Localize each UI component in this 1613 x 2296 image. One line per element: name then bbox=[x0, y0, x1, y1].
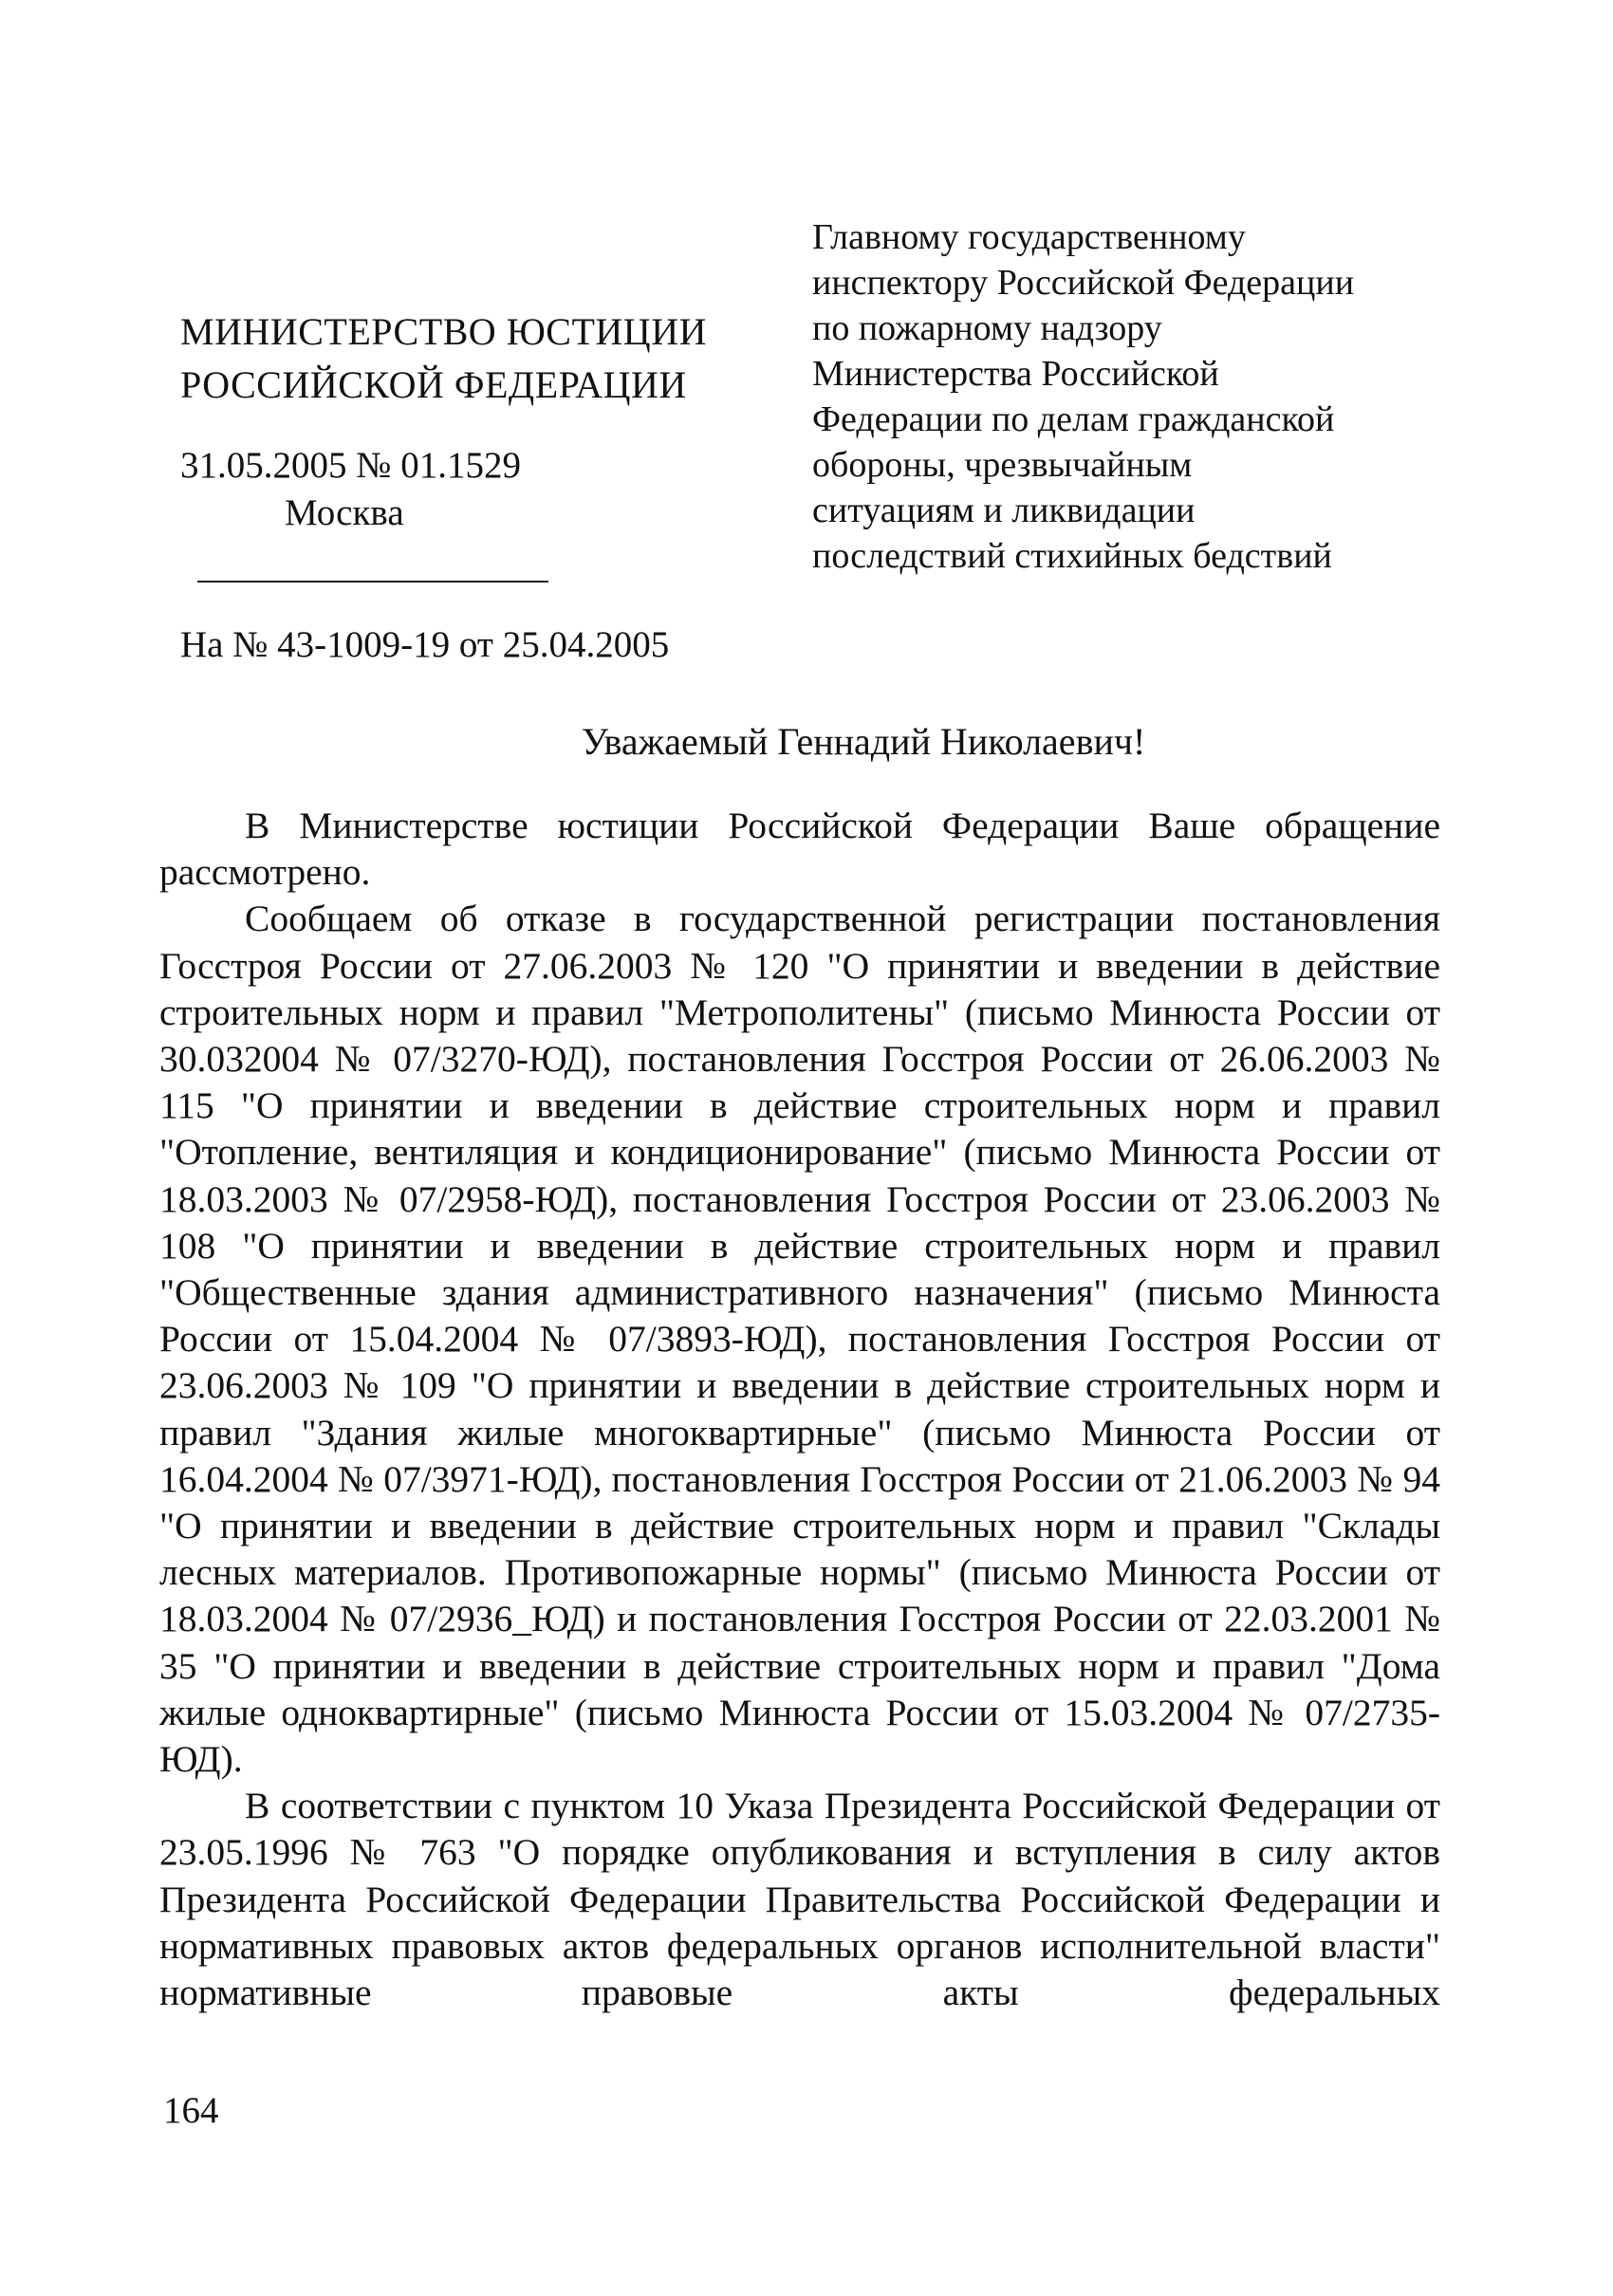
letter-body bbox=[159, 803, 1440, 2016]
outgoing-date-number: 31.05.2005 № 01.1529 bbox=[180, 445, 521, 486]
incoming-reference: На № 43-1009-19 от 25.04.2005 bbox=[180, 624, 670, 665]
body-paragraph: В соответствии с пунктом 10 Указа Президента Российской Федерации от 23.05.1996 № 763 "О порядке опубликования и вступления в силу актов Президента Российской Федерации Правительства Российской Федерации и нормативных правовых актов федеральных органов исполнительной власти" нормативные правовые акты федеральных bbox=[159, 1785, 1440, 2014]
page-number: 164 bbox=[163, 2090, 219, 2131]
ministry-name-line-2: РОССИЙСКОЙ ФЕДЕРАЦИИ bbox=[180, 363, 687, 406]
header-underline bbox=[197, 581, 548, 583]
addressee-line: ситуациям и ликвидации bbox=[812, 491, 1196, 530]
ministry-name-line-1: МИНИСТЕРСТВО ЮСТИЦИИ bbox=[180, 310, 707, 353]
addressee-line: Федерации по делам гражданской bbox=[812, 399, 1335, 439]
addressee-line: Министерства Российской bbox=[812, 354, 1219, 394]
body-paragraph: В Министерстве юстиции Российской Федерации Ваше обращение рассмотрено. bbox=[159, 805, 1440, 894]
addressee-line: обороны, чрезвычайным bbox=[812, 445, 1193, 485]
addressee-line: последствий стихийных бедствий bbox=[812, 536, 1332, 576]
addressee-line: по пожарному надзору bbox=[812, 308, 1162, 348]
addressee-block bbox=[812, 214, 1419, 579]
salutation: Уважаемый Геннадий Николаевич! bbox=[581, 720, 1146, 763]
sender-city: Москва bbox=[285, 492, 404, 533]
addressee-line: инспектору Российской Федерации bbox=[812, 263, 1355, 303]
addressee-line: Главному государственному bbox=[812, 217, 1246, 257]
body-paragraph: Сообщаем об отказе в государственной регистрации постановления Госстроя России от 27.06.2003 № 120 "О принятии и введении в действие строительных норм и правил "Метрополитены" (письмо Минюста России от 30.032004 № 07/3270-ЮД), постановления Госстроя России от 26.06.2003 № 115 "О принятии и введении в действие строительных норм и правил "Отопление, вентиляция и кондиционирование" (письмо Минюста России от 18.03.2003 № 07/2958-ЮД), постановления Госстроя России от 23.06.2003 № 108 "О принятии и введении в действие строительных норм и правил "Общественные здания административного назначения" (письмо Минюста России от 15.04.2004 № 07/3893-ЮД), постановления Госстроя России от 23.06.2003 № 109 "О принятии и введении в действие строительных норм и правил "Здания жилые многоквартирные" (письмо Минюста России от 16.04.2004 № 07/3971-ЮД), постановления Госстроя России от 21.06.2003 № 94 "О принятии и введении в действие строительных норм и правил "Склады лесных материалов. Противопожарные нормы" (письмо Минюста России от 18.03.2004 № 07/2936_ЮД) и постановления Госстроя России от 22.03.2001 № 35 "О принятии и введении в действие строительных норм и правил "Дома жилые одноквартирные" (письмо Минюста России от 15.03.2004 № 07/2735-ЮД). bbox=[159, 898, 1440, 1781]
sender-ministry bbox=[180, 306, 750, 412]
